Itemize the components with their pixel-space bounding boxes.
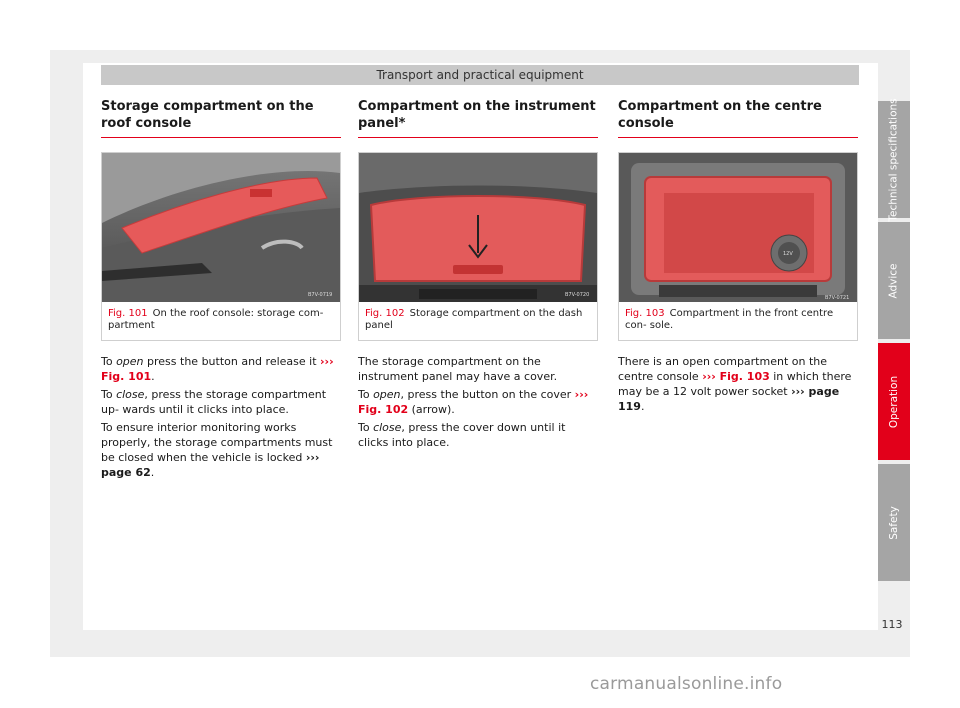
roof-console-image — [102, 153, 340, 302]
figure-101 — [101, 152, 341, 341]
figure-link[interactable]: ››› Fig. 103 — [702, 370, 770, 383]
section-body — [358, 354, 598, 450]
figure-caption — [619, 302, 857, 340]
section-title: Compartment on the instrument panel* — [358, 98, 598, 138]
section-body — [618, 354, 858, 414]
section-title: Storage compartment on the roof console — [101, 98, 341, 138]
running-header: Transport and practical equipment — [101, 65, 859, 85]
paragraph: To close, press the cover down until it clicks into place. — [358, 421, 566, 449]
figure-102 — [358, 152, 598, 341]
tab-operation[interactable]: Operation — [878, 343, 910, 460]
chapter-tabs — [878, 97, 910, 585]
caption-text: On the roof console: storage com- partment — [108, 308, 324, 331]
figure-number: Fig. 103 — [625, 308, 665, 319]
page-link[interactable]: ››› page 119 — [618, 385, 840, 413]
figure-link[interactable]: ››› Fig. 101 — [101, 355, 334, 383]
figure-code: B7V-0721 — [825, 295, 850, 301]
caption-text: Storage compartment on the dash panel — [365, 308, 583, 331]
figure-code: B7V-0720 — [565, 292, 590, 298]
figure-103 — [618, 152, 858, 341]
section-roof-console — [101, 98, 341, 483]
dash-compartment-image — [359, 153, 597, 302]
paragraph: The storage compartment on the instrument panel may have a cover. — [358, 355, 558, 383]
page-link[interactable]: ››› page 62 — [101, 451, 320, 479]
figure-code: B7V-0719 — [308, 292, 333, 298]
paragraph: To close, press the storage compartment up- wards until it clicks into place. — [101, 388, 327, 416]
paragraph: To ensure interior monitoring works properly, the storage compartments must be closed when the vehicle is locked ››› page 62. — [101, 421, 333, 479]
figure-number: Fig. 102 — [365, 308, 405, 319]
figure-caption — [102, 302, 340, 340]
tab-safety[interactable]: Safety — [878, 464, 910, 581]
centre-console-image — [619, 153, 857, 302]
section-title: Compartment on the centre console — [618, 98, 858, 138]
socket-label: 12V — [783, 251, 793, 257]
tab-advice[interactable]: Advice — [878, 222, 910, 339]
paragraph: To open press the button and release it ››› Fig. 101. — [101, 355, 334, 383]
section-body — [101, 354, 341, 480]
tab-technical-specifications[interactable]: Technical specifications — [878, 101, 910, 218]
section-centre-console — [618, 98, 858, 417]
figure-caption — [359, 302, 597, 340]
watermark: carmanualsonline.info — [590, 674, 783, 694]
figure-link[interactable]: ››› Fig. 102 — [358, 388, 589, 416]
paragraph: To open, press the button on the cover ››› Fig. 102 (arrow). — [358, 388, 589, 416]
paragraph: There is an open compartment on the centre console ››› Fig. 103 in which there may be a 12 volt power socket ››› page 119. — [618, 355, 852, 413]
figure-number: Fig. 101 — [108, 308, 148, 319]
section-instrument-panel — [358, 98, 598, 453]
caption-text: Compartment in the front centre con- sole. — [625, 308, 834, 331]
page-number: 113 — [881, 618, 903, 631]
